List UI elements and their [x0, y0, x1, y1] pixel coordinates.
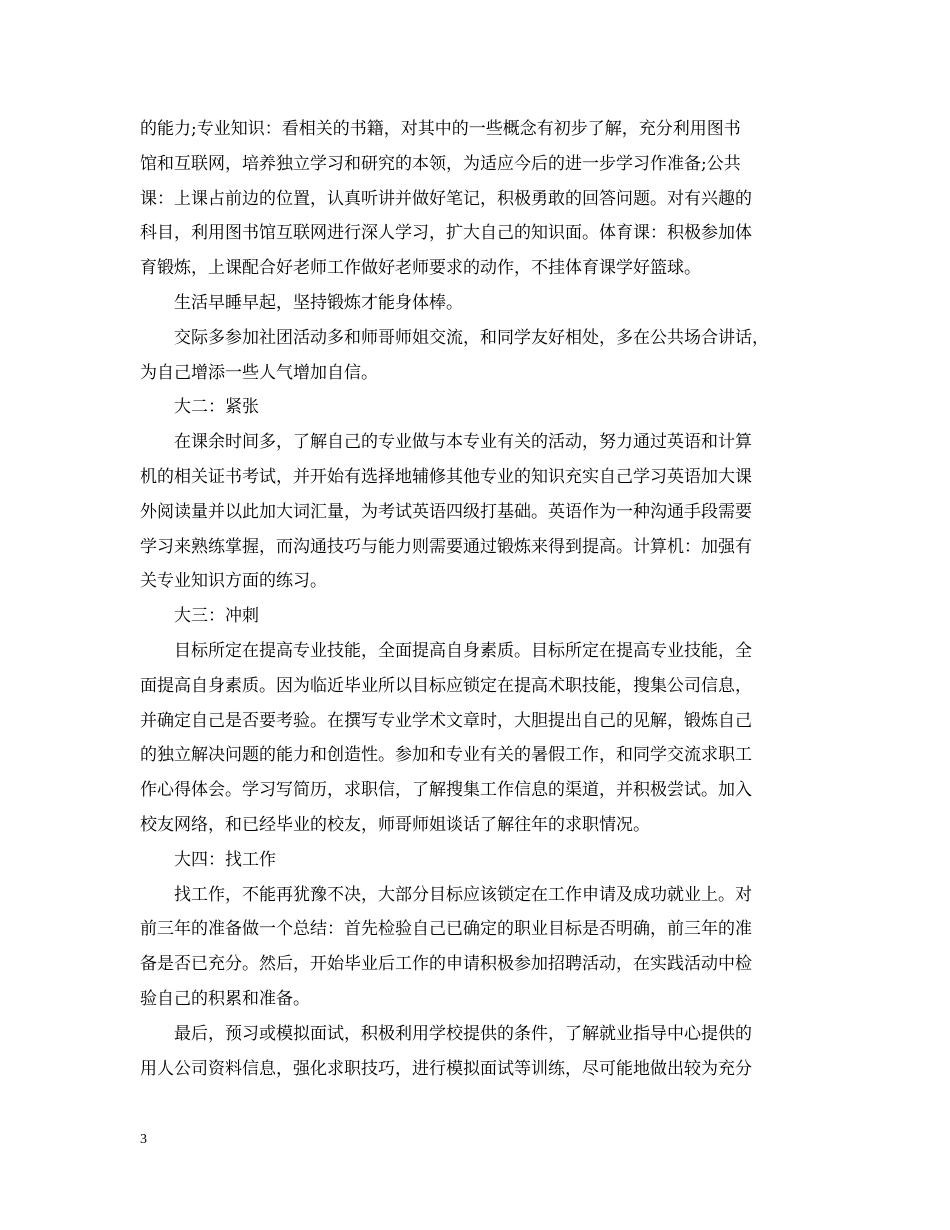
- text-line: 育锻炼，上课配合好老师工作做好老师要求的动作，不挂体育课学好篮球。: [140, 258, 701, 279]
- text-line: 大二：紧张: [174, 397, 259, 418]
- text-line: 外阅读量并以此加大词汇量，为考试英语四级打基础。英语作为一种沟通手段需要: [140, 501, 752, 522]
- text-line: 科目，利用图书馆互联网进行深人学习，扩大自己的知识面。体育课：积极参加体: [140, 223, 752, 244]
- text-line: 馆和互联网，培养独立学习和研究的本领，为适应今后的进一步学习作准备;公共: [140, 153, 741, 174]
- text-line: 在课余时间多，了解自己的专业做与本专业有关的活动，努力通过英语和计算: [174, 432, 752, 453]
- text-line: 生活早睡早起，坚持锻炼才能身体棒。: [174, 292, 463, 313]
- text-line: 验自己的积累和准备。: [140, 988, 310, 1009]
- text-line: 为自己增添一些人气增加自信。: [140, 362, 378, 383]
- text-line: 校友网络，和已经毕业的校友，师哥师姐谈话了解往年的求职情况。: [140, 814, 650, 835]
- text-line: 关专业知识方面的练习。: [140, 571, 327, 592]
- text-line: 最后，预习或模拟面试，积极利用学校提供的条件，了解就业指导中心提供的: [174, 1023, 752, 1044]
- page-number: 3: [140, 1132, 147, 1147]
- document-body: [140, 112, 816, 1086]
- text-line: 作心得体会。学习写简历，求职信，了解搜集工作信息的渠道，并积极尝试。加入: [140, 780, 752, 801]
- text-line: 找工作，不能再犹豫不决，大部分目标应该锁定在工作申请及成功就业上。对: [174, 884, 752, 905]
- text-line: 备是否已充分。然后，开始毕业后工作的申请积极参加招聘活动，在实践活动中检: [140, 954, 752, 975]
- text-line: 的能力;专业知识：看相关的书籍，对其中的一些概念有初步了解，充分利用图书: [140, 119, 741, 139]
- text-line: 目标所定在提高专业技能，全面提高自身素质。目标所定在提高专业技能，全: [174, 640, 752, 661]
- text-line: 课：上课占前边的位置，认真听讲并做好笔记，积极勇敢的回答问题。对有兴趣的: [140, 188, 752, 209]
- text-line: 前三年的准备做一个总结：首先检验自己已确定的职业目标是否明确，前三年的准: [140, 919, 752, 940]
- text-line: 大四：找工作: [174, 849, 276, 870]
- text-line: 大三：冲刺: [174, 606, 259, 627]
- text-line: 用人公司资料信息，强化求职技巧，进行模拟面试等训练，尽可能地做出较为充分: [140, 1058, 752, 1079]
- text-line: 并确定自己是否要考验。在撰写专业学术文章时，大胆提出自己的见解，锻炼自己: [140, 710, 752, 731]
- text-line: 交际多参加社团活动多和师哥师姐交流，和同学友好相处，多在公共场合讲话，: [174, 327, 769, 348]
- text-line: 机的相关证书考试，并开始有选择地辅修其他专业的知识充实自己学习英语加大课: [140, 466, 752, 487]
- text-line: 的独立解决问题的能力和创造性。参加和专业有关的暑假工作，和同学交流求职工: [140, 745, 752, 766]
- text-line: 学习来熟练掌握，而沟通技巧与能力则需要通过锻炼来得到提高。计算机：加强有: [140, 536, 752, 557]
- text-line: 面提高自身素质。因为临近毕业所以目标应锁定在提高术职技能，搜集公司信息，: [140, 675, 752, 696]
